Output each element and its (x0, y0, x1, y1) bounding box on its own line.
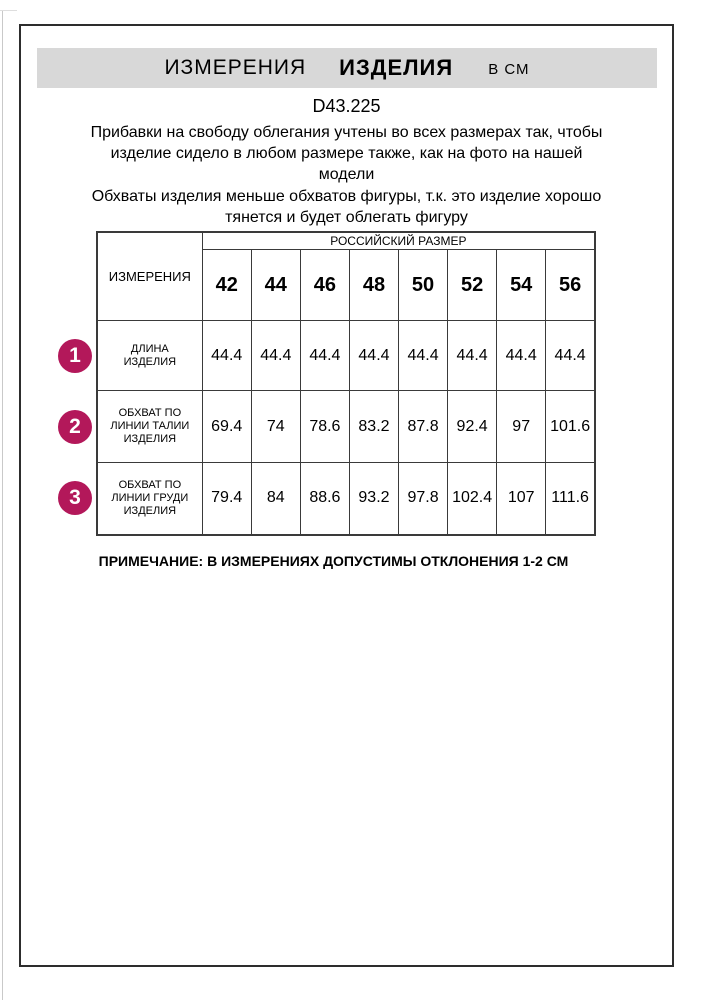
table-row-waist (97, 391, 595, 463)
title-bar (37, 48, 657, 88)
value-cell: 44.4 (399, 321, 448, 391)
row-label-waist (97, 391, 202, 463)
intro-paragraph-stretch-line1: Обхваты изделия меньше обхватов фигуры, т.к. это изделие хорошо (91, 188, 602, 205)
measure-badge-1: 1 (58, 339, 92, 373)
value-cell: 93.2 (349, 463, 398, 535)
measure-badge-3: 3 (58, 481, 92, 515)
value-cell: 44.4 (300, 321, 349, 391)
row-label-chest (97, 463, 202, 535)
intro-paragraph-stretch-line2: тянется и будет облегать фигуру (225, 209, 468, 226)
size-header: 52 (448, 250, 497, 321)
size-header: 42 (202, 250, 251, 321)
document-page (19, 24, 674, 967)
value-cell: 92.4 (448, 391, 497, 463)
value-cell: 97 (497, 391, 546, 463)
size-header: 46 (300, 250, 349, 321)
value-cell: 44.4 (448, 321, 497, 391)
title-product: ИЗДЕЛИЯ (339, 55, 454, 80)
size-header: 48 (349, 250, 398, 321)
value-cell: 44.4 (251, 321, 300, 391)
size-header: 44 (251, 250, 300, 321)
value-cell: 107 (497, 463, 546, 535)
intro-paragraph-fit-line2: изделие сидело в любом размере также, как на фото на нашей (110, 145, 583, 162)
size-header: 56 (546, 250, 595, 321)
table-corner-header: ИЗМЕРЕНИЯ (97, 232, 202, 321)
row-label-length (97, 321, 202, 391)
row-label-text: ОБХВАТ ПО ЛИНИИ ГРУДИ ИЗДЕЛИЯ (111, 478, 189, 517)
size-header: 50 (399, 250, 448, 321)
value-cell: 97.8 (399, 463, 448, 535)
size-table (96, 231, 596, 536)
value-cell: 78.6 (300, 391, 349, 463)
intro-paragraph-fit-line1: Прибавки на свободу облегания учтены во всех размерах так, чтобы (90, 124, 603, 141)
table-group-header: РОССИЙСКИЙ РАЗМЕР (202, 232, 595, 250)
row-label-text: ДЛИНА ИЗДЕЛИЯ (123, 342, 177, 368)
page-edge-line-vertical (2, 10, 3, 1000)
intro-paragraph-fit (21, 122, 672, 185)
value-cell: 44.4 (546, 321, 595, 391)
table-row-chest (97, 463, 595, 535)
intro-paragraph-stretch (21, 186, 672, 228)
value-cell: 44.4 (497, 321, 546, 391)
value-cell: 83.2 (349, 391, 398, 463)
value-cell: 44.4 (202, 321, 251, 391)
size-header: 54 (497, 250, 546, 321)
article-code: D43.225 (312, 96, 381, 116)
value-cell: 69.4 (202, 391, 251, 463)
intro-paragraph-fit-line3: модели (318, 166, 375, 183)
measure-badge-2: 2 (58, 410, 92, 444)
table-row-length (97, 321, 595, 391)
value-cell: 74 (251, 391, 300, 463)
value-cell: 88.6 (300, 463, 349, 535)
value-cell: 84 (251, 463, 300, 535)
title-measurements: ИЗМЕРЕНИЯ (164, 56, 307, 79)
tolerance-note: ПРИМЕЧАНИЕ: В ИЗМЕРЕНИЯХ ДОПУСТИМЫ ОТКЛОНЕНИЯ 1-2 СМ (98, 553, 569, 569)
value-cell: 101.6 (546, 391, 595, 463)
value-cell: 111.6 (546, 463, 595, 535)
value-cell: 102.4 (448, 463, 497, 535)
title-units: В СМ (488, 61, 530, 78)
table-group-header-row (97, 232, 595, 250)
value-cell: 87.8 (399, 391, 448, 463)
value-cell: 79.4 (202, 463, 251, 535)
page-edge-line-horizontal (0, 10, 17, 11)
value-cell: 44.4 (349, 321, 398, 391)
row-label-text: ОБХВАТ ПО ЛИНИИ ТАЛИИ ИЗДЕЛИЯ (110, 407, 190, 445)
